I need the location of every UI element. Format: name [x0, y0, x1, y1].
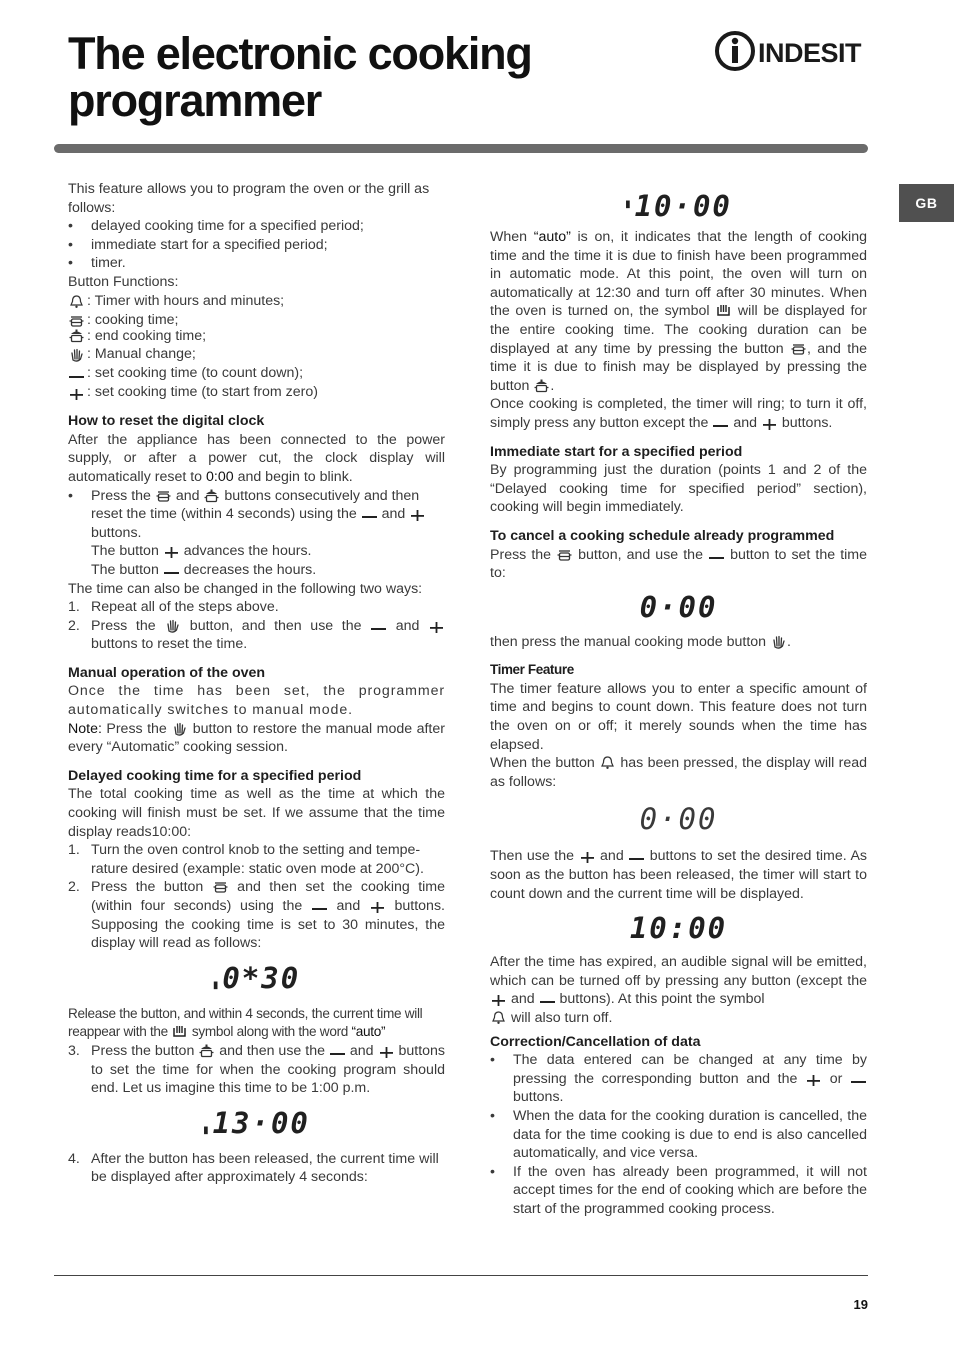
bell-icon [599, 755, 616, 770]
function-item: : set cooking time (to start from zero) [68, 383, 445, 402]
function-item: : set cooking time (to count down); [68, 364, 445, 383]
page-number: 19 [853, 1297, 868, 1312]
list-item: 4. After the button has been released, the current time will be displayed after approximately 4 seconds: [68, 1150, 439, 1186]
plus-icon [378, 1043, 395, 1058]
pot-lid-icon [203, 488, 220, 503]
brand-logo [714, 30, 874, 76]
minus-icon [68, 366, 85, 381]
pot-lid-icon [198, 1043, 215, 1058]
function-item: : end cooking time; [68, 327, 445, 346]
list-item: • timer. [68, 255, 126, 272]
page-title: The electronic cooking programmer [68, 28, 532, 126]
list-item: 3. Press the button and then use the and buttons to set the time for when the cooking program should end. Let us imagine this time to be 1:00 p.m. [68, 1042, 446, 1097]
pot-icon [155, 488, 172, 503]
brand-name: INDESIT [758, 38, 862, 68]
minus-icon [712, 415, 729, 430]
hand-icon [164, 618, 181, 633]
completed-text: Once cooking is completed, the timer will ring; to turn it off, simply press any button except the and buttons. [490, 396, 867, 431]
hand-icon [68, 347, 85, 362]
plus-icon [68, 385, 85, 400]
display-readout: 0·00 [639, 802, 718, 837]
minus-icon [708, 547, 725, 562]
plus-icon [579, 848, 596, 863]
pot-lid-icon [533, 378, 550, 393]
hand-icon [770, 634, 787, 649]
plus-icon [163, 543, 180, 558]
pot-icon [790, 341, 807, 356]
correction-heading: Correction/Cancellation of data [490, 1033, 701, 1050]
language-tab: GB [899, 184, 954, 222]
header-divider [54, 144, 868, 153]
display-readout: ▮ 13·00 [203, 1106, 310, 1141]
list-item: • When the data for the cooking duration is cancelled, the data for the time cooking is due to end is also cancelled automatically, and vice versa. [490, 1107, 867, 1162]
minus-icon [329, 1043, 346, 1058]
auto-text: When “auto” is on, it indicates that the length of cooking time and the time it is due to finish have been programmed in automatic mode. At this point, the oven will turn on automatically at 12:30 and turn off after 30 minutes. When the oven is turned on, the symbol will be displayed for the entire cooking time. The cooking duration can be displayed at any time by pressing the button , and the time it is due to finish may be displayed by pressing the button . [490, 229, 868, 394]
list-item: • If the oven has already been programmed, it will not accept times for the end of cooking which are before the start of the programmed cooking process. [490, 1163, 867, 1217]
manual-text: Once the time has been set, the programmer automatically switches to manual mode. [68, 683, 445, 719]
reset-text: After the appliance has been connected to the power supply, or after a power cut, the clock display will automatically reset to 0:00 and begin to blink. [68, 431, 445, 485]
pot-icon [212, 879, 229, 894]
minus-icon [370, 618, 387, 633]
after-text: After the time has expired, an audible signal will be emitted, which can be turned off by pressing any button (except the and buttons). At this point the symbol will also turn off. [490, 954, 867, 1026]
minus-icon [163, 562, 180, 577]
display-readout: 0·00 [639, 590, 718, 625]
list-item: • immediate start for a specified period; [68, 236, 328, 253]
note-text: Note: Press the button to restore the manual mode after every “Automatic” cooking session. [68, 720, 445, 756]
footer-divider [54, 1275, 868, 1276]
delayed-heading: Delayed cooking time for a specified period [68, 767, 362, 784]
plus-icon [490, 991, 507, 1006]
minus-icon [539, 991, 556, 1006]
display-readout: 10:00 [629, 910, 728, 945]
timer-text: The timer feature allows you to enter a specific amount of time and begins to count down. This feature does not turn the oven on or off; it merely sounds when the time has elapsed. [490, 680, 867, 753]
plus-icon [409, 506, 426, 521]
list-item: 1. Turn the oven control knob to the setting and tempe-rature desired (example: static oven mode at 200°C). [68, 842, 424, 877]
list-item: • delayed cooking time for a specified period; [68, 218, 364, 235]
intro-text: This feature allows you to program the oven or the grill as follows: [68, 181, 430, 216]
cancel-text: Press the button, and use the button to set the time to: [490, 546, 867, 582]
bell-icon [490, 1010, 507, 1025]
bell-icon [68, 294, 85, 309]
display-readout: ▮ 10·00 [625, 188, 732, 223]
pot-lid-icon [68, 328, 85, 343]
function-item: : Timer with hours and minutes; [68, 292, 445, 311]
reset-heading: How to reset the digital clock [68, 413, 265, 430]
manual-heading: Manual operation of the oven [68, 664, 266, 681]
pot-icon [68, 313, 85, 328]
list-item: 2. Press the button and then set the cooking time (within four seconds) using the and buttons. Supposing the cooking time is set to 30 minutes, the display will read as follows: [68, 879, 445, 952]
functions-heading: Button Functions: [68, 273, 179, 290]
minus-icon [850, 1071, 867, 1086]
minus-icon [628, 848, 645, 863]
cancel-heading: To cancel a cooking schedule already programmed [490, 527, 835, 544]
plus-icon [369, 898, 386, 913]
plus-icon [761, 415, 778, 430]
pot-icon [556, 547, 573, 562]
list-item: 1. Repeat all of the steps above. [68, 599, 279, 616]
immediate-heading: Immediate start for a specified period [490, 443, 743, 460]
function-item: : cooking time; [68, 311, 445, 330]
minus-icon [311, 898, 328, 913]
timer-heading: Timer Feature [490, 662, 574, 678]
plus-icon [805, 1071, 822, 1086]
hand-icon [171, 721, 188, 736]
list-item: • Press the and buttons consecutively and then reset the time (within 4 seconds) using the and buttons. The button advances the hours. The button decreases the hours. [68, 487, 445, 580]
delayed-text: The total cooking time as well as the time at which the cooking will finish must be set. If we assume that the time display reads10:00: [68, 786, 445, 840]
auto-icon [171, 1024, 188, 1039]
immediate-text: By programming just the duration (points 1 and 2 of the “Delayed cooking time for specified period” section), cooking will begin immediately. [490, 462, 867, 516]
list-item: • The data entered can be changed at any time by pressing the corresponding button and the or buttons. [490, 1052, 867, 1106]
auto-icon [715, 303, 732, 318]
timer-when-text: When the button has been pressed, the display will read as follows: [490, 755, 867, 790]
display-readout: ▮ 0*30 [212, 961, 301, 996]
list-item: 2. Press the button, and then use the and buttons to reset the time. [68, 617, 445, 654]
left-column [68, 180, 445, 1187]
right-column [490, 188, 867, 1219]
then-press-text: then press the manual cooking mode button . [490, 633, 791, 650]
release-text: Release the button, and within 4 seconds, the current time will reappear with the symbol along with the word “auto” [68, 1005, 423, 1040]
plus-icon [428, 618, 445, 633]
reset-ways: The time can also be changed in the following two ways: [68, 580, 423, 597]
minus-icon [361, 506, 378, 521]
function-item: : Manual change; [68, 345, 445, 364]
then-use-text: Then use the and buttons to set the desired time. As soon as the button has been released, the timer will start to count down and the current time will be displayed. [490, 848, 867, 902]
